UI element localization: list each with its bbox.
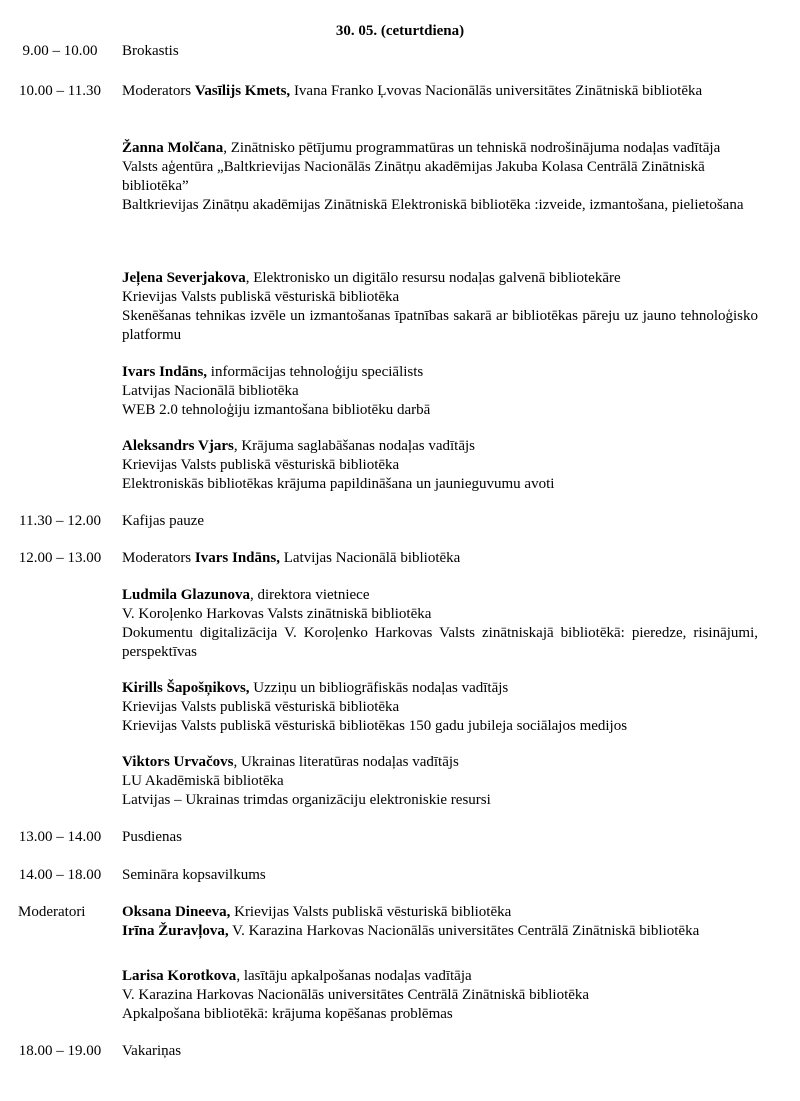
moderator-org: V. Karazina Harkovas Nacionālās universitātes Centrālā Zinātniskā bibliotēka <box>228 923 700 939</box>
talk-topic: Elektroniskās bibliotēkas krājuma papildināšana un jaunieguvumu avoti <box>122 476 555 492</box>
session2-talk-0 <box>122 586 758 662</box>
session1-talk-3 <box>122 437 758 494</box>
moderator-name: Oksana Dineeva, <box>122 904 231 920</box>
lunch-label: Pusdienas <box>122 829 182 845</box>
speaker-role: , direktora vietniece <box>249 587 370 603</box>
speaker-name: Viktors Urvačovs <box>122 754 234 770</box>
talk-topic: Skenēšanas tehnikas izvēle un izmantošanas īpatnības sakarā ar bibliotēkas pāreju uz jauno tehnoloģisko platformu <box>122 308 758 343</box>
session1-talk-2 <box>122 363 758 420</box>
speaker-role: , Ukrainas literatūras nodaļas vadītājs <box>233 754 459 770</box>
session1-time: 10.00 – 11.30 <box>19 83 101 99</box>
session2-talk-2 <box>122 753 758 810</box>
speaker-name: Kirills Šapošņikovs, <box>122 680 250 696</box>
speaker-role: , Zinātnisko pētījumu programmatūras un tehniskā nodrošinājuma nodaļas vadītāja <box>223 140 721 156</box>
day-title: 30. 05. (ceturtdiena) <box>335 23 465 39</box>
speaker-name: Larisa Korotkova <box>122 968 237 984</box>
summary-label: Semināra kopsavilkums <box>122 867 266 883</box>
speaker-name: Aleksandrs Vjars <box>122 438 234 454</box>
speaker-org: Krievijas Valsts publiskā vēsturiskā bibliotēka <box>122 699 400 715</box>
speaker-org: V. Karazina Harkovas Nacionālās universitātes Centrālā Zinātniskā bibliotēka <box>122 987 590 1003</box>
session2-moderator-org: Latvijas Nacionālā bibliotēka <box>283 550 461 566</box>
speaker-name: Ivars Indāns, <box>122 364 208 380</box>
session1-talk-0 <box>122 139 758 215</box>
speaker-role: Uzziņu un bibliogrāfiskās nodaļas vadītājs <box>249 680 509 696</box>
dinner-time: 18.00 – 19.00 <box>18 1043 102 1059</box>
session2-moderator-prefix: Moderators <box>122 550 192 566</box>
speaker-role: , lasītāju apkalpošanas nodaļas vadītāja <box>236 968 472 984</box>
speaker-role: informācijas tehnoloģiju speciālists <box>207 364 424 380</box>
session2-moderator <box>122 549 758 568</box>
speaker-org: Krievijas Valsts publiskā vēsturiskā bibliotēka <box>122 289 400 305</box>
lunch-time: 13.00 – 14.00 <box>18 829 102 845</box>
summary-time: 14.00 – 18.00 <box>18 867 102 883</box>
coffee-time: 11.30 – 12.00 <box>19 513 101 529</box>
talk-topic: Krievijas Valsts publiskā vēsturiskā bibliotēkas 150 gadu jubileja sociālajos medijos <box>122 718 628 734</box>
coffee-label: Kafijas pauze <box>122 513 205 529</box>
talk-topic: Dokumentu digitalizācija V. Koroļenko Harkovas Valsts zinātniskajā bibliotēkā: pieredze, risinājumi, perspektīvas <box>122 625 758 660</box>
moderator-item <box>122 922 758 941</box>
breakfast-label: Brokastis <box>122 43 179 59</box>
speaker-role: , Elektronisko un digitālo resursu nodaļas galvenā bibliotekāre <box>245 270 621 286</box>
speaker-org: Krievijas Valsts publiskā vēsturiskā bibliotēka <box>122 457 400 473</box>
speaker-name: Ludmila Glazunova <box>122 587 250 603</box>
session1-moderator-name: Vasīlijs Kmets, <box>194 83 291 99</box>
speaker-name: Jeļena Severjakova <box>122 270 246 286</box>
speaker-org: Valsts aģentūra „Baltkrievijas Nacionālās Zinātņu akadēmijas Jakuba Kolasa Centrālā Zinātniskā bibliotēka” <box>122 159 705 194</box>
session1-talk-1 <box>122 269 758 345</box>
moderator-item <box>122 903 758 922</box>
moderators-talk <box>122 967 758 1024</box>
session2-moderator-name: Ivars Indāns, <box>194 550 280 566</box>
speaker-name: Žanna Molčana <box>122 140 224 156</box>
talk-topic: Latvijas – Ukrainas trimdas organizāciju elektroniskie resursi <box>122 792 491 808</box>
speaker-org: V. Koroļenko Harkovas Valsts zinātniskā bibliotēka <box>122 606 432 622</box>
moderators-list <box>122 903 758 941</box>
dinner-label: Vakariņas <box>122 1043 182 1059</box>
speaker-role: , Krājuma saglabāšanas nodaļas vadītājs <box>233 438 475 454</box>
speaker-org: LU Akadēmiskā bibliotēka <box>122 773 284 789</box>
breakfast-time: 9.00 – 10.00 <box>22 43 98 59</box>
moderator-org: Krievijas Valsts publiskā vēsturiskā bibliotēka <box>230 904 512 920</box>
speaker-org: Latvijas Nacionālā bibliotēka <box>122 383 299 399</box>
session1-moderator-org: Ivana Franko Ļvovas Nacionālās universitātes Zinātniskā bibliotēka <box>293 83 703 99</box>
session1-moderator <box>122 82 758 101</box>
talk-topic: WEB 2.0 tehnoloģiju izmantošana bibliotēku darbā <box>122 402 431 418</box>
moderators-label: Moderatori <box>18 904 86 920</box>
moderator-name: Irīna Žuravļova, <box>122 923 229 939</box>
session2-time: 12.00 – 13.00 <box>18 550 102 566</box>
session2-talk-1 <box>122 679 758 736</box>
talk-topic: Apkalpošana bibliotēkā: krājuma kopēšanas problēmas <box>122 1006 453 1022</box>
session1-moderator-prefix: Moderators <box>122 83 192 99</box>
talk-topic: Baltkrievijas Zinātņu akadēmijas Zinātniskā Elektroniskā bibliotēka :izveide, izmantošana, pielietošana <box>122 197 744 213</box>
